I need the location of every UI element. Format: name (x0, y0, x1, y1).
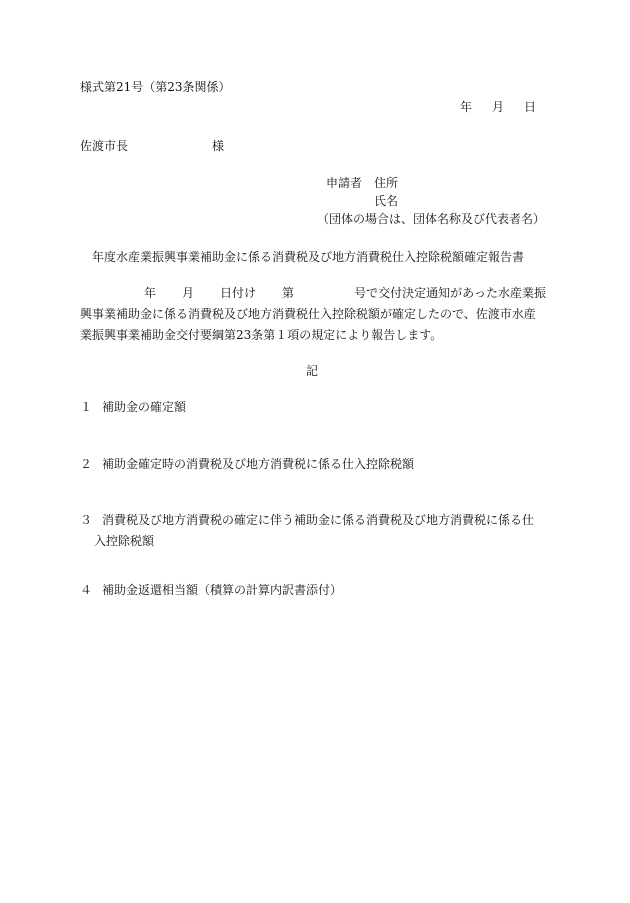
date-day: 日 (524, 100, 537, 114)
list-item (80, 510, 550, 552)
body-text-1: 号で交付決定通知があった水産業振 (354, 286, 546, 300)
body-line-3: 業振興事業補助金交付要綱第23条第１項の規定により報告します。 (80, 328, 443, 342)
item-number: ４ (80, 583, 93, 597)
addressee-name: 佐渡市長 (80, 139, 129, 153)
item-text-continuation: 入控除税額 (94, 534, 155, 548)
applicant-address-label: 住所 (374, 176, 399, 190)
date-line (460, 99, 536, 115)
applicant-note: （団体の場合は、団体名称及び代表者名） (317, 212, 546, 226)
body-day-suffix: 日付け (220, 286, 257, 300)
date-year: 年 (460, 100, 473, 114)
body-month: 月 (182, 286, 195, 300)
document-title: 年度水産業振興事業補助金に係る消費税及び地方消費税仕入控除税額確定報告書 (92, 250, 525, 264)
item-text: 補助金返還相当額（積算の計算内訳書添付） (102, 583, 343, 597)
item-text: 補助金の確定額 (102, 400, 187, 414)
item-number: ３ (80, 513, 93, 527)
body-line-1 (144, 285, 546, 301)
applicant-name-label: 氏名 (374, 194, 399, 208)
ki-marker: 記 (306, 364, 319, 378)
item-number: ２ (80, 457, 93, 471)
list-item (80, 580, 550, 601)
body-line-2: 興事業補助金に係る消費税及び地方消費税仕入控除税額が確定したので、佐渡市水産 (80, 307, 536, 321)
form-number: 様式第21号（第23条関係） (80, 80, 231, 94)
body-year: 年 (144, 286, 157, 300)
date-month: 月 (492, 100, 505, 114)
applicant-label: 申請者 (326, 176, 363, 190)
list-item (80, 397, 550, 418)
item-number: １ (80, 400, 93, 414)
addressee-honorific: 様 (212, 139, 225, 153)
item-text: 消費税及び地方消費税の確定に伴う補助金に係る消費税及び地方消費税に係る仕 (102, 513, 535, 527)
item-text: 補助金確定時の消費税及び地方消費税に係る仕入控除税額 (102, 457, 415, 471)
list-item (80, 454, 550, 475)
body-dai: 第 (282, 286, 295, 300)
